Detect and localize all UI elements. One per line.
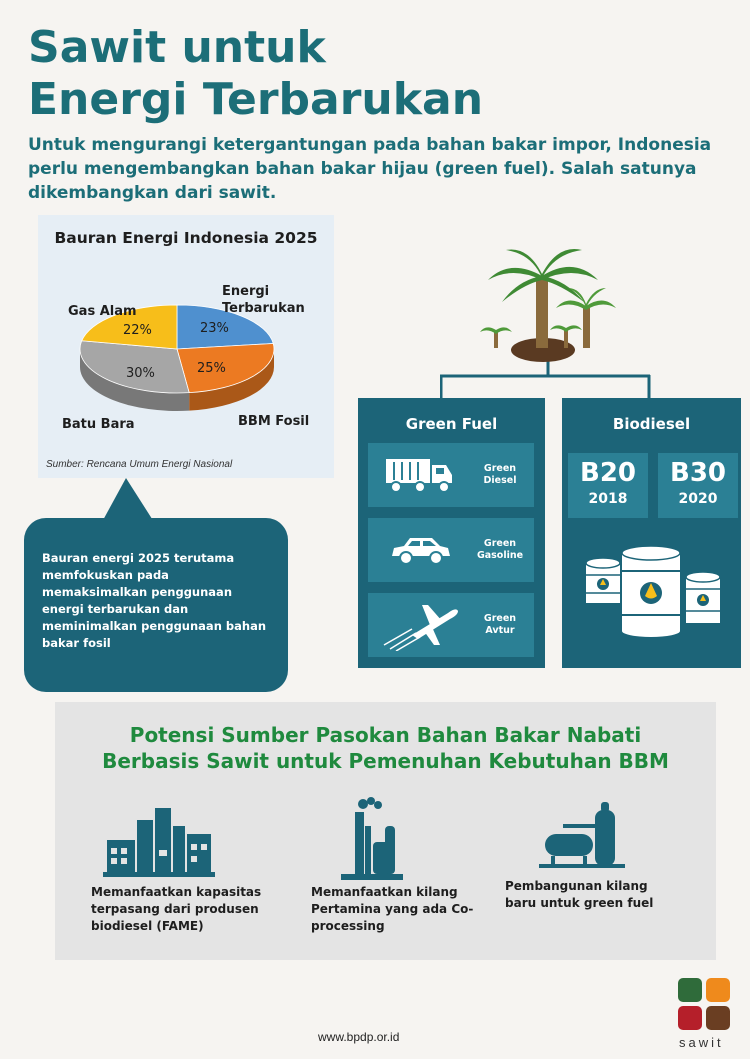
refinery-icon xyxy=(341,796,403,880)
b30-code: B30 xyxy=(670,458,726,488)
potensi-title-line2: Berbasis Sawit untuk Pemenuhan Kebutuhan BBM xyxy=(102,749,669,773)
footer-url[interactable]: www.bpdp.or.id xyxy=(318,1030,400,1044)
callout-pointer xyxy=(96,478,166,522)
green-diesel-line2: Diesel xyxy=(483,475,517,486)
car-icon xyxy=(390,534,452,566)
green-diesel-label xyxy=(474,463,526,487)
barrel-large xyxy=(622,546,680,637)
value-batu-bara: 30% xyxy=(126,366,155,381)
palm-trees-illustration xyxy=(440,240,730,400)
b20-box xyxy=(568,453,648,518)
page-title-line2: Energi Terbarukan xyxy=(28,74,484,125)
potensi-item-3-text: Pembangunan kilang baru untuk green fuel xyxy=(505,879,654,910)
callout-bubble xyxy=(24,518,288,692)
intro-text: Untuk mengurangi ketergantungan pada bahan bakar impor, Indonesia perlu mengembangkan bahan bakar hijau (green fuel). Salah satunya dikembangkan dari sawit. xyxy=(28,135,712,203)
b30-box xyxy=(658,453,738,518)
barrel-small-right xyxy=(686,572,720,623)
barrel-small-left xyxy=(586,558,620,603)
potensi-section xyxy=(55,702,716,960)
factory-icon xyxy=(103,806,215,878)
label-energi-terbarukan-2: Terbarukan xyxy=(222,301,305,316)
green-fuel-panel xyxy=(358,398,545,668)
potensi-title-line1: Potensi Sumber Pasokan Bahan Bakar Nabati xyxy=(129,723,642,747)
green-diesel-line1: Green xyxy=(483,463,517,474)
label-gas-alam: Gas Alam xyxy=(68,304,137,319)
green-diesel-row xyxy=(368,443,534,507)
b20-code: B20 xyxy=(580,458,636,488)
potensi-item-1-text: Memanfaatkan kapasitas terpasang dari produsen biodiesel (FAME) xyxy=(91,885,262,933)
value-gas-alam: 22% xyxy=(123,323,152,338)
green-gasoline-label xyxy=(474,538,526,562)
biodiesel-title: Biodiesel xyxy=(612,415,691,433)
oil-barrels-icon xyxy=(580,543,730,643)
green-gasoline-row xyxy=(368,518,534,582)
green-avtur-line2: Avtur xyxy=(485,625,515,636)
label-energi-terbarukan-1: Energi xyxy=(222,284,270,299)
chart-source: Sumber: Rencana Umum Energi Nasional xyxy=(46,459,233,470)
chart-title: Bauran Energi Indonesia 2025 xyxy=(54,229,318,247)
green-avtur-line1: Green xyxy=(483,613,517,624)
biodiesel-panel xyxy=(562,398,741,668)
green-gasoline-line2: Gasoline xyxy=(476,550,524,561)
tank-icon xyxy=(539,802,625,868)
pie-chart xyxy=(38,215,334,478)
b30-year: 2020 xyxy=(678,491,718,507)
page-title-line1: Sawit untuk xyxy=(28,22,326,73)
chart-panel xyxy=(38,215,334,478)
green-gasoline-line1: Green xyxy=(483,538,517,549)
airplane-icon xyxy=(382,599,462,651)
callout-text: Bauran energi 2025 terutama memfokuskan pada memaksimalkan penggunaan energi terbarukan dan meminimalkan penggunaan bahan bakar fosil xyxy=(42,551,267,650)
b20-year: 2018 xyxy=(588,491,628,507)
sawit-logo-icon xyxy=(678,978,734,1034)
logo-text: sawit xyxy=(679,1035,724,1050)
potensi-item-2-text: Memanfaatkan kilang Pertamina yang ada Co-processing xyxy=(311,885,474,933)
green-avtur-row xyxy=(368,593,534,657)
label-bbm-fosil: BBM Fosil xyxy=(238,414,310,429)
green-avtur-label xyxy=(474,613,526,637)
green-fuel-title: Green Fuel xyxy=(405,415,498,433)
truck-icon xyxy=(386,457,456,493)
label-batu-bara: Batu Bara xyxy=(62,417,135,432)
value-bbm-fosil: 25% xyxy=(197,361,226,376)
value-energi-terbarukan: 23% xyxy=(200,321,229,336)
